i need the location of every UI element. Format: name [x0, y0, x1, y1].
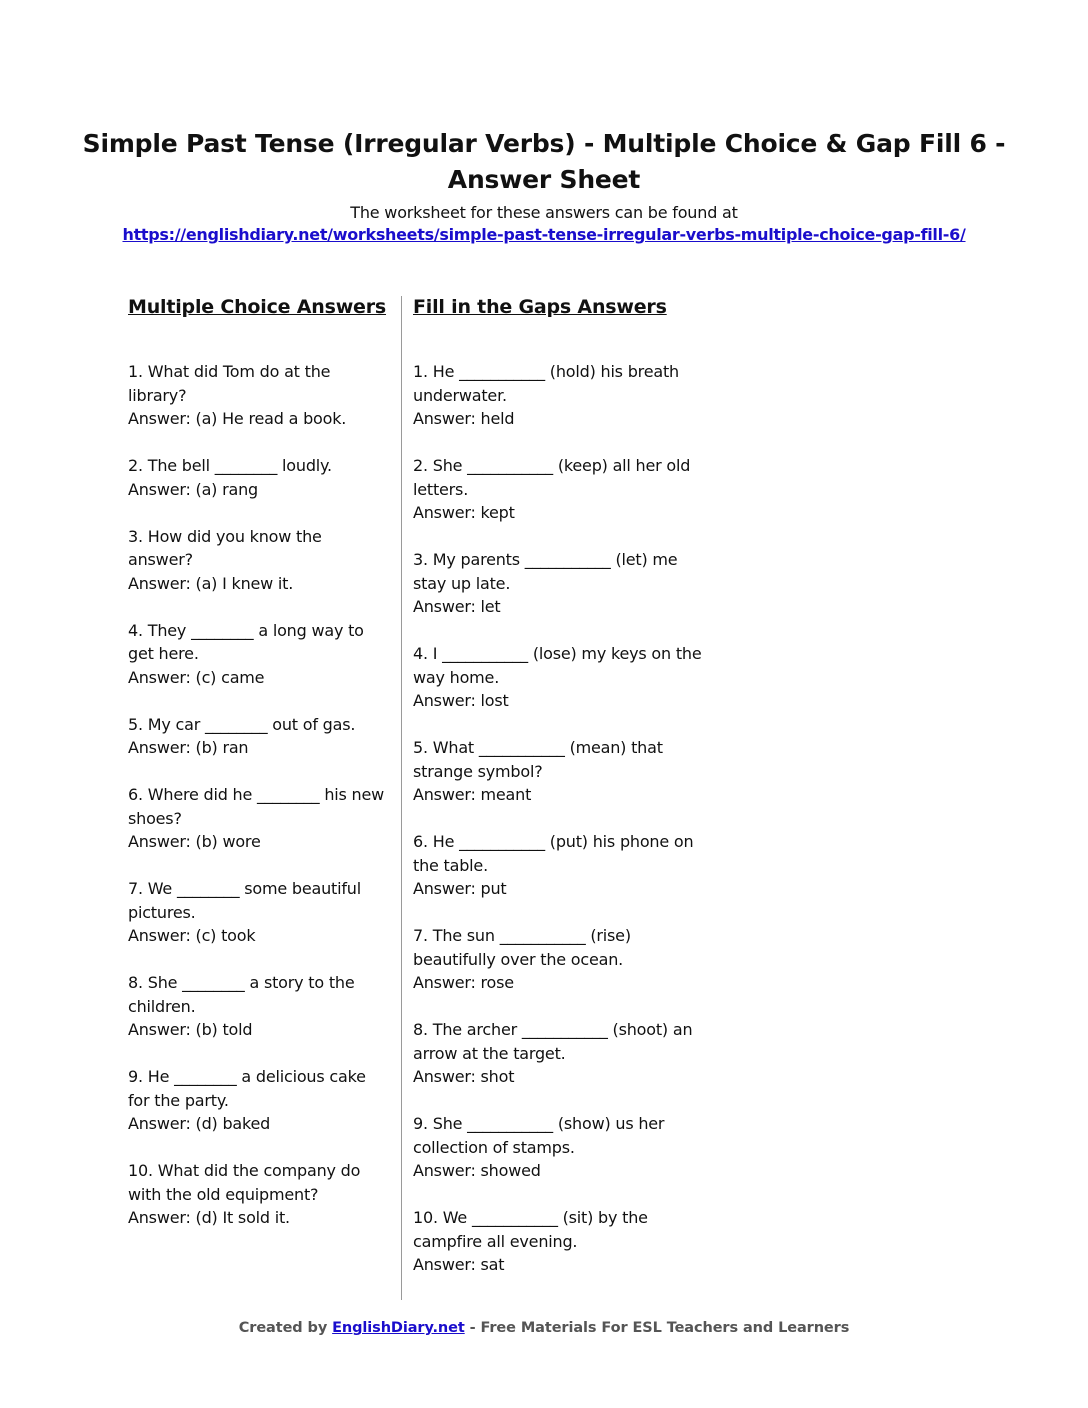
item-answer: Answer: (b) wore [128, 832, 261, 851]
column-divider [401, 296, 402, 1300]
item-question: 1. He ___________ (hold) his breath underwater. [413, 362, 679, 405]
item-answer: Answer: let [413, 597, 501, 616]
item-question: 2. She ___________ (keep) all her old letters. [413, 456, 691, 499]
list-item [413, 642, 703, 713]
list-item [128, 525, 390, 596]
item-question: 3. My parents ___________ (let) me stay up late. [413, 550, 678, 593]
worksheet-link[interactable]: https://englishdiary.net/worksheets/simple-past-tense-irregular-verbs-multiple-choice-gap-fill-6/ [122, 225, 966, 244]
item-question: 10. We ___________ (sit) by the campfire all evening. [413, 1208, 648, 1251]
footer-suffix: - Free Materials For ESL Teachers and Learners [469, 1320, 850, 1336]
multiple-choice-column [128, 292, 390, 1253]
item-answer: Answer: (a) He read a book. [128, 409, 347, 428]
item-answer: Answer: (c) came [128, 667, 265, 687]
list-item [128, 619, 390, 690]
list-item [413, 1018, 703, 1089]
item-question: 8. She ________ a story to the children. [128, 973, 355, 1016]
item-question: 10. What did the company do with the old equipment? [128, 1161, 361, 1204]
list-item [413, 360, 703, 431]
worksheet-subtitle: The worksheet for these answers can be found at [350, 203, 738, 222]
fill-gaps-column [413, 292, 703, 1300]
item-answer: Answer: put [413, 879, 507, 898]
item-answer: Answer: (a) rang [128, 479, 258, 499]
list-item [413, 736, 703, 807]
item-question: 6. He ___________ (put) his phone on the table. [413, 832, 694, 875]
list-item [413, 548, 703, 619]
item-answer: Answer: lost [413, 691, 509, 710]
list-item [128, 1065, 390, 1136]
list-item [413, 1206, 703, 1277]
fill-gaps-list [413, 360, 703, 1277]
list-item [128, 713, 390, 760]
item-question: 4. They ________ a long way to get here. [128, 620, 364, 663]
footer-prefix: Created by [238, 1320, 328, 1336]
page-title: Simple Past Tense (Irregular Verbs) - Multiple Choice & Gap Fill 6 - Answer Sheet [82, 129, 1006, 194]
item-answer: Answer: held [413, 409, 515, 428]
item-answer: Answer: kept [413, 503, 515, 522]
list-item [128, 454, 390, 501]
item-question: 8. The archer ___________ (shoot) an arrow at the target. [413, 1020, 693, 1063]
multiple-choice-heading: Multiple Choice Answers [128, 296, 387, 318]
multiple-choice-list [128, 360, 390, 1230]
item-question: 9. She ___________ (show) us her collection of stamps. [413, 1114, 665, 1157]
item-answer: Answer: shot [413, 1067, 515, 1086]
footer-link[interactable]: EnglishDiary.net [332, 1320, 465, 1336]
worksheet-header [60, 126, 1028, 246]
item-answer: Answer: (b) ran [128, 738, 249, 757]
item-answer: Answer: (d) It sold it. [128, 1208, 290, 1227]
item-question: 2. The bell ________ loudly. [128, 456, 332, 475]
footer [0, 1320, 1088, 1336]
list-item [128, 360, 390, 431]
fill-gaps-heading: Fill in the Gaps Answers [413, 296, 667, 318]
item-answer: Answer: (c) took [128, 926, 256, 945]
item-question: 5. What ___________ (mean) that strange symbol? [413, 738, 663, 781]
list-item [128, 877, 390, 948]
list-item [128, 1159, 390, 1230]
item-answer: Answer: showed [413, 1161, 541, 1180]
item-answer: Answer: sat [413, 1255, 505, 1274]
item-question: 7. The sun ___________ (rise) beautifully over the ocean. [413, 926, 631, 969]
item-answer: Answer: (b) told [128, 1020, 253, 1039]
item-question: 6. Where did he ________ his new shoes? [128, 785, 384, 828]
item-answer: Answer: (a) I knew it. [128, 573, 294, 593]
item-question: 7. We ________ some beautiful pictures. [128, 879, 361, 922]
list-item [413, 924, 703, 995]
item-question: 5. My car ________ out of gas. [128, 714, 356, 734]
item-answer: Answer: rose [413, 973, 514, 992]
item-question: 9. He ________ a delicious cake for the party. [128, 1067, 366, 1110]
list-item [128, 971, 390, 1042]
list-item [413, 454, 703, 525]
item-question: 3. How did you know the answer? [128, 526, 322, 569]
list-item [413, 830, 703, 901]
list-item [413, 1112, 703, 1183]
list-item [128, 783, 390, 854]
item-answer: Answer: (d) baked [128, 1114, 271, 1133]
item-answer: Answer: meant [413, 785, 532, 804]
item-question: 1. What did Tom do at the library? [128, 362, 331, 405]
item-question: 4. I ___________ (lose) my keys on the way home. [413, 644, 702, 687]
